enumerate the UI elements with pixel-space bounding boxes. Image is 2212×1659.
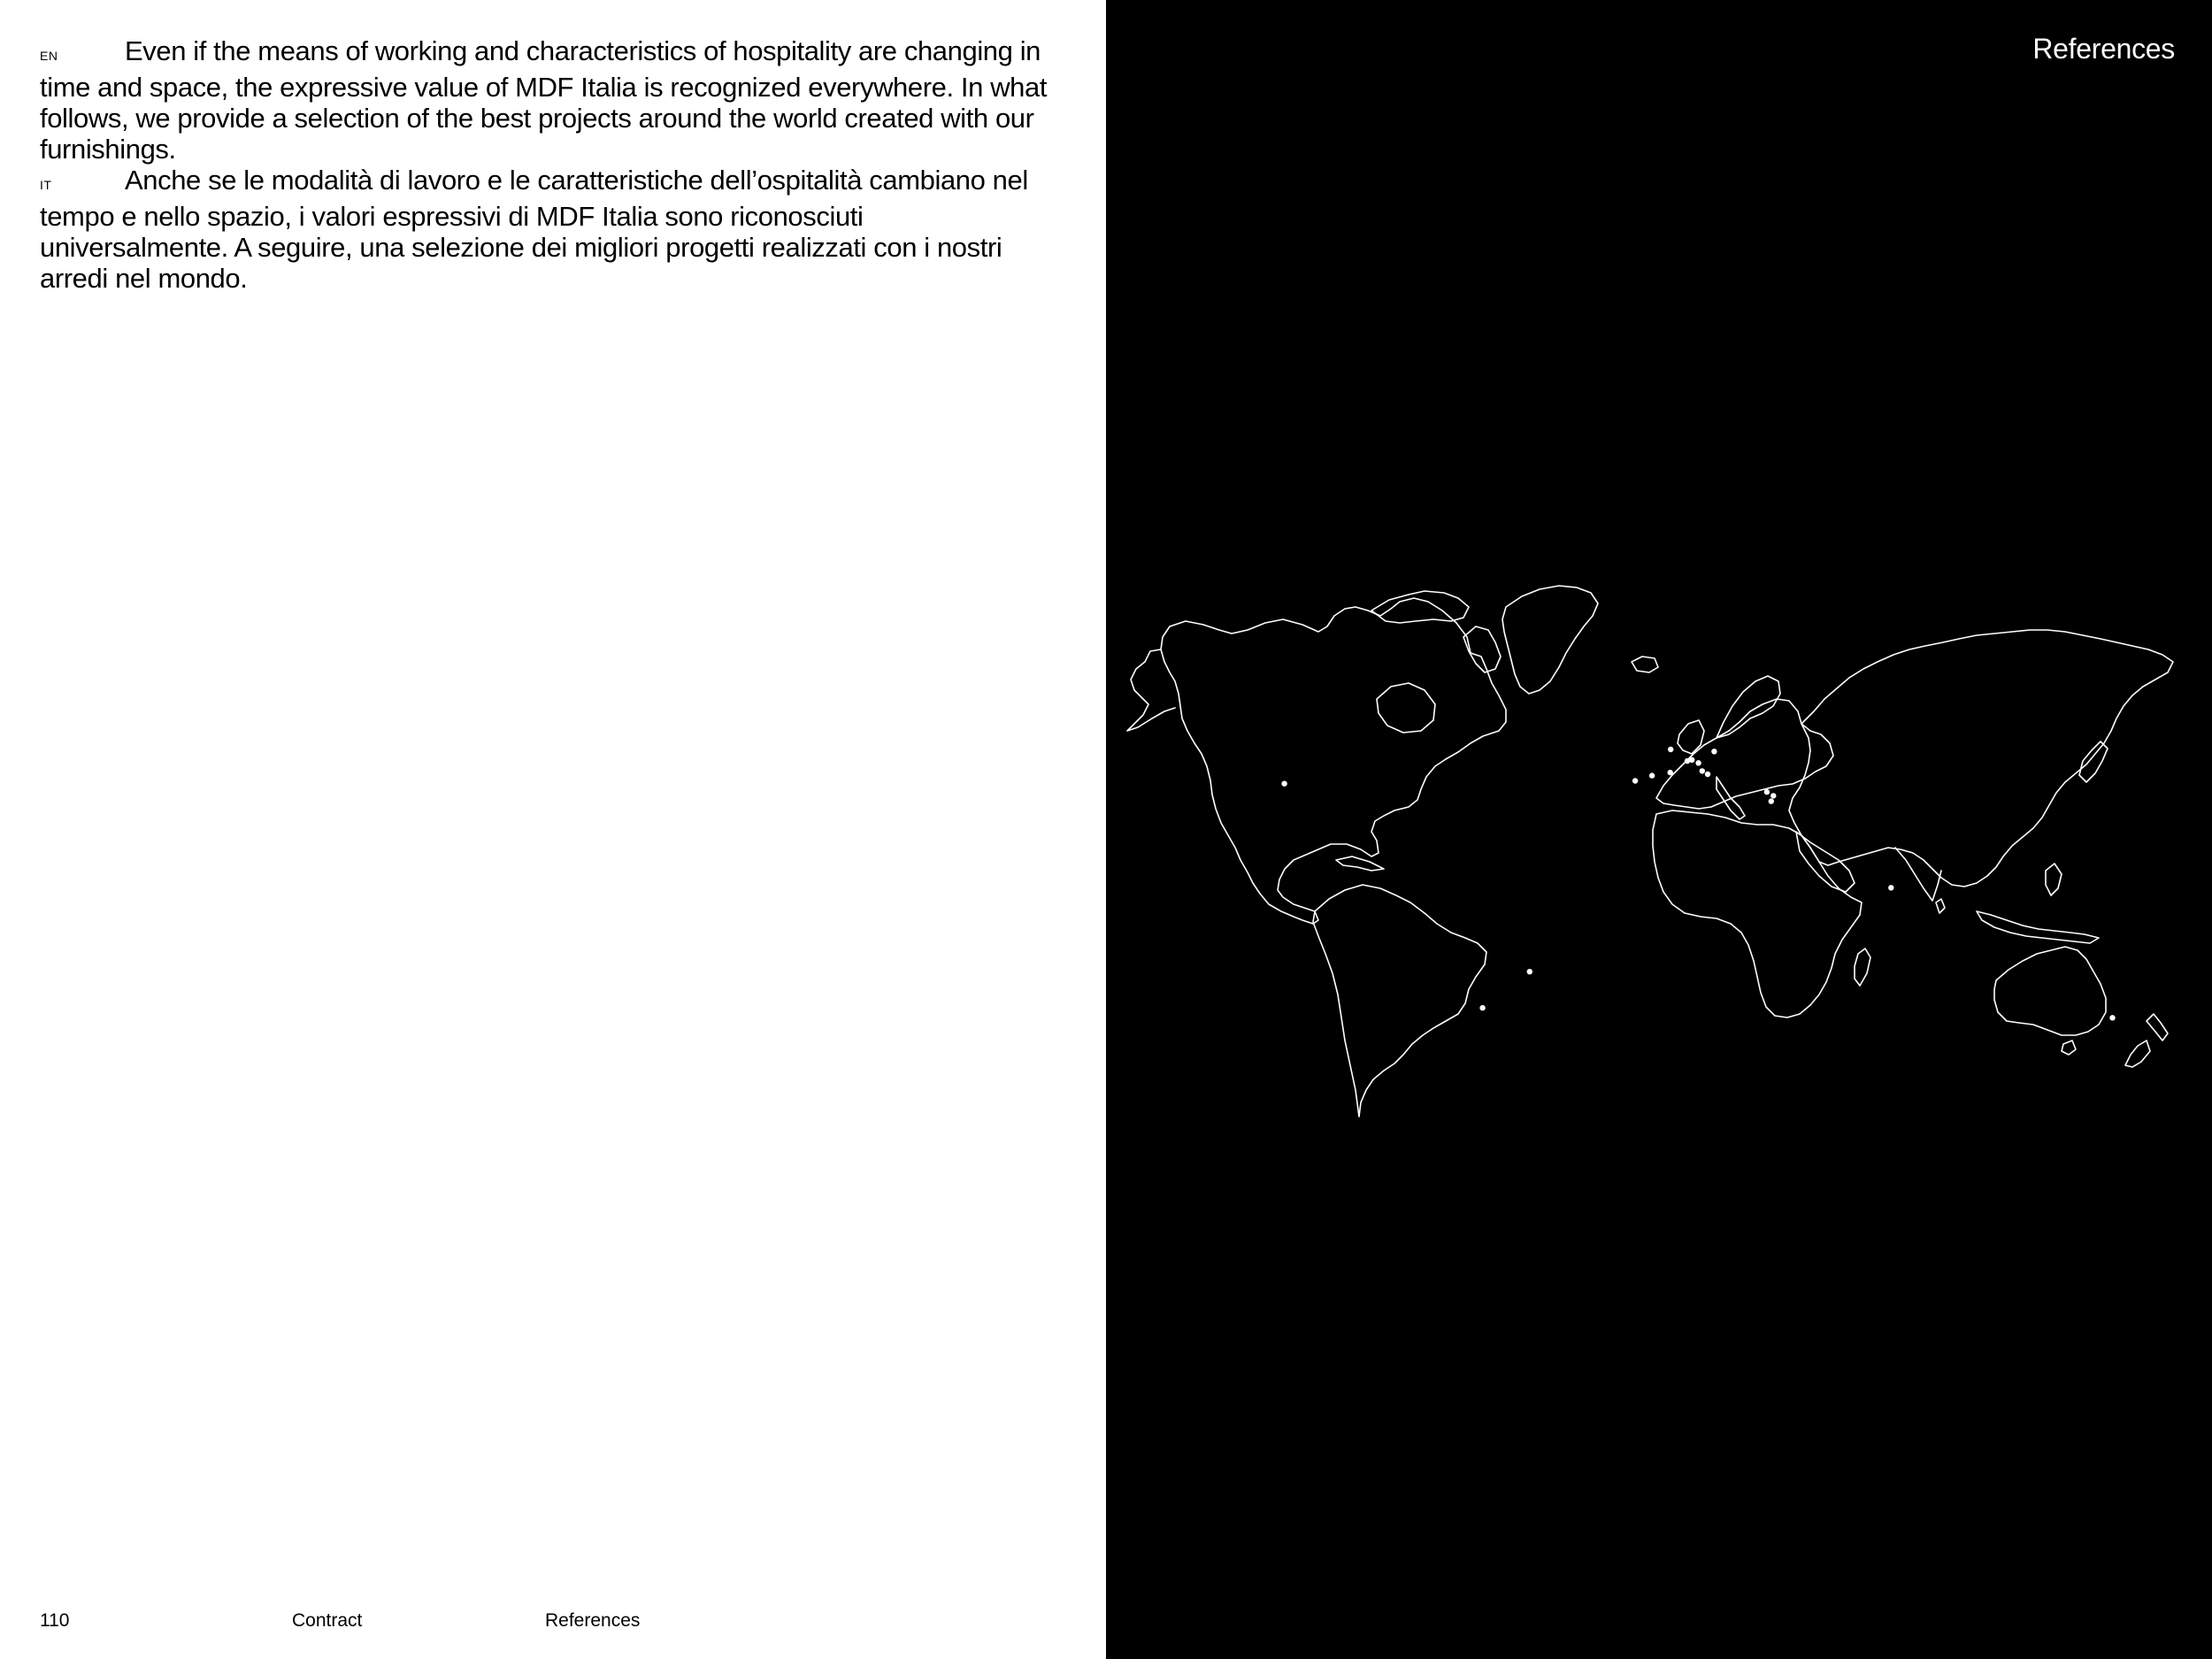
project-location-marker (1705, 772, 1710, 777)
world-map-outline (1127, 586, 2173, 1117)
india-outline (1895, 848, 1941, 901)
project-location-marker (1770, 793, 1776, 798)
italy-outline (1717, 777, 1745, 819)
project-location-marker (1695, 760, 1701, 765)
philippines-outline (2046, 864, 2062, 895)
japan-outline (2079, 741, 2108, 782)
project-markers (1281, 747, 2115, 1021)
australia-outline (1994, 947, 2106, 1035)
project-location-marker (1527, 969, 1532, 974)
project-location-marker (1888, 885, 1893, 890)
indonesia-outline (1977, 911, 2099, 943)
alaska-coast-outline (1127, 649, 1175, 731)
project-location-marker (1764, 789, 1770, 795)
africa-outline (1653, 810, 1862, 1018)
footer-section: Contract (292, 1610, 363, 1631)
north-america-outline (1161, 598, 1506, 924)
project-location-marker (1632, 778, 1638, 783)
project-location-marker (1689, 757, 1694, 763)
madagascar-outline (1855, 949, 1870, 986)
project-location-marker (1769, 798, 1774, 803)
paragraph-it (40, 165, 1057, 294)
project-location-marker (1700, 768, 1705, 773)
language-tag-it: IT (40, 178, 52, 192)
project-location-marker (1668, 747, 1673, 752)
project-location-marker (1479, 1005, 1485, 1010)
paragraph-en (40, 35, 1057, 165)
tasmania-outline (2062, 1041, 2076, 1055)
caribbean-outline (1336, 856, 1384, 871)
paragraph-it-text: Anche se le modalità di lavoro e le caratteristiche dell’ospitalità cambiano nel tempo e nello spazio, i valori espressivi di MDF Italia sono riconosciuti universalmente. A seguire, una selezione dei migliori progetti realizzati con i nostri arredi nel mondo. (40, 165, 1028, 294)
greenland-outline (1502, 586, 1598, 694)
footer-subsection: References (545, 1610, 641, 1631)
arctic-islands-outline (1371, 591, 1469, 623)
project-location-marker (1281, 781, 1286, 787)
iceland-outline (1632, 657, 1658, 672)
new-zealand-outline (2125, 1014, 2168, 1067)
paragraph-en-text: Even if the means of working and characteristics of hospitality are changing in time and space, the expressive value of MDF Italia is recognized everywhere. In what follows, we provide a selection of the best projects around the world created with our furnishings. (40, 35, 1048, 165)
asia-outline (1789, 630, 2173, 887)
south-america-outline (1313, 885, 1486, 1117)
project-location-marker (1711, 749, 1717, 754)
language-tag-en: EN (40, 49, 58, 63)
hudson-bay-outline (1377, 683, 1435, 733)
section-title: References (2032, 33, 2175, 65)
intro-text (40, 35, 1057, 294)
project-location-marker (2109, 1015, 2115, 1020)
europe-outline (1656, 699, 1833, 809)
right-page (1106, 0, 2212, 1659)
scandinavia-outline (1717, 676, 1780, 738)
project-location-marker (1649, 772, 1655, 778)
sri-lanka-outline (1936, 899, 1945, 913)
project-location-marker (1668, 770, 1673, 775)
world-map (1106, 0, 2212, 1659)
page-number: 110 (40, 1610, 70, 1631)
